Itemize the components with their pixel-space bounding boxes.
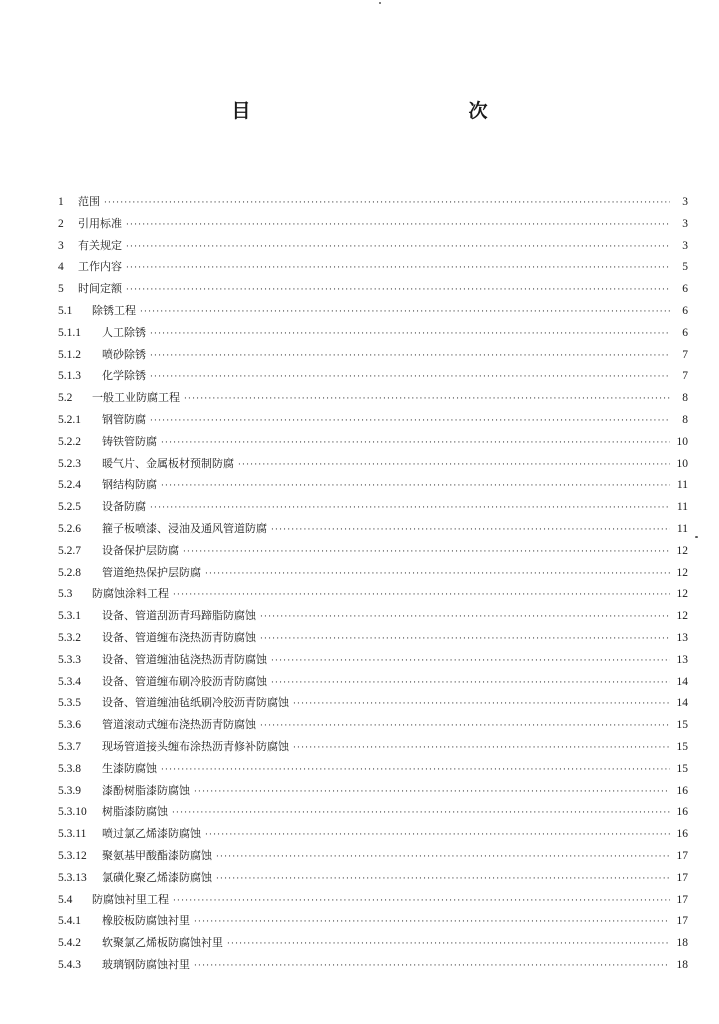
toc-leader-dots [260, 607, 670, 629]
toc-entry-number: 5.3.3 [58, 653, 81, 666]
toc-entry-number: 5.4 [58, 893, 73, 906]
toc-entry-number: 5.1.1 [58, 326, 81, 339]
toc-entry [58, 409, 688, 431]
toc-entry-number: 5.3.8 [58, 762, 81, 775]
toc-entry-title: 喷砂除锈 [102, 347, 146, 361]
toc-entry-title: 防腐蚀衬里工程 [92, 892, 169, 906]
toc-leader-dots [194, 956, 670, 978]
toc-entry-page: 14 [676, 675, 688, 688]
toc-entry [58, 823, 688, 845]
toc-entry-number: 5.1 [58, 304, 73, 317]
toc-entry-page: 7 [682, 348, 688, 361]
toc-entry-title: 现场管道接头缠布涂热沥青修补防腐蚀 [102, 739, 289, 753]
toc-leader-dots [140, 302, 670, 324]
toc-leader-dots [205, 825, 670, 847]
toc-entry-title: 范围 [78, 195, 100, 208]
toc-entry-page: 13 [676, 653, 688, 666]
toc-leader-dots [161, 476, 670, 498]
toc-entry-title: 管道滚动式缠布浇热沥青防腐蚀 [102, 718, 256, 732]
toc-entry-title: 钢结构防腐 [102, 478, 157, 492]
toc-entry-number: 5.3 [58, 588, 73, 601]
toc-entry-title: 设备、管道刮沥青玛蹄脂防腐蚀 [102, 609, 256, 623]
toc-entry-title: 玻璃钢防腐蚀衬里 [102, 957, 190, 971]
toc-leader-dots [205, 564, 670, 586]
toc-entry [58, 932, 688, 954]
toc-leader-dots [126, 215, 670, 237]
toc-entry-title: 化学除锈 [102, 369, 146, 383]
scan-speck [695, 536, 698, 538]
toc-entry-number: 3 [58, 239, 64, 252]
toc-entry [58, 758, 688, 780]
toc-leader-dots [271, 520, 670, 542]
toc-entry-page: 16 [676, 806, 688, 819]
toc-entry-page: 6 [682, 283, 688, 296]
toc-entry-number: 5.4.1 [58, 915, 81, 928]
toc-entry-title: 暖气片、金属板材预制防腐 [102, 456, 234, 470]
toc-entry-page: 15 [676, 719, 688, 732]
toc-entry-number: 5.3.5 [58, 697, 81, 710]
toc-entry-page: 8 [682, 413, 688, 426]
toc-leader-dots [172, 803, 670, 825]
toc-entry-page: 3 [682, 239, 688, 252]
toc-entry-page: 18 [676, 937, 688, 950]
toc-leader-dots [194, 782, 670, 804]
toc-entry-title: 除锈工程 [92, 303, 136, 317]
toc-leader-dots [260, 716, 670, 738]
toc-entry [58, 780, 688, 802]
toc-entry [58, 954, 688, 976]
toc-entry-title: 工作内容 [78, 260, 122, 274]
toc-entry [58, 496, 688, 518]
toc-entry-page: 7 [682, 370, 688, 383]
toc-entry-title: 人工除锈 [102, 325, 146, 339]
toc-entry-title: 设备防腐 [102, 500, 146, 514]
toc-entry [58, 300, 688, 322]
toc-entry-page: 10 [676, 457, 688, 470]
toc-entry-number: 5.2.4 [58, 479, 81, 492]
toc-entry-page: 8 [682, 392, 688, 405]
toc-entry-title: 生漆防腐蚀 [102, 761, 157, 775]
toc-entry [58, 365, 688, 387]
toc-entry-page: 14 [676, 697, 688, 710]
toc-entry-page: 12 [676, 588, 688, 601]
toc-entry [58, 562, 688, 584]
toc-entry [58, 583, 688, 605]
toc-entry-title: 树脂漆防腐蚀 [102, 805, 168, 819]
toc-entry-number: 5.3.7 [58, 740, 81, 753]
toc-entry-number: 5.1.3 [58, 370, 81, 383]
toc-entry-page: 12 [676, 566, 688, 579]
toc-entry-page: 11 [676, 479, 688, 492]
toc-entry-page: 11 [676, 522, 688, 535]
toc-entry-page: 6 [682, 326, 688, 339]
toc-entry-number: 4 [58, 261, 64, 274]
toc-entry-number: 5.2.1 [58, 413, 81, 426]
toc-entry-page: 3 [682, 196, 688, 208]
toc-leader-dots [216, 847, 670, 869]
toc-leader-dots [173, 585, 670, 607]
toc-entry [58, 235, 688, 257]
toc-entry-title: 管道绝热保护层防腐 [102, 565, 201, 579]
toc-entry-page: 17 [676, 849, 688, 862]
toc-entry [58, 845, 688, 867]
toc-entry-number: 5.2.8 [58, 566, 81, 579]
toc-entry-title: 设备、管道缠布刷冷胶沥青防腐蚀 [102, 674, 267, 688]
toc-entry-page: 13 [676, 631, 688, 644]
toc-leader-dots [126, 258, 670, 280]
toc-entry-number: 5.3.1 [58, 610, 81, 623]
toc-entry-title: 聚氨基甲酸酯漆防腐蚀 [102, 848, 212, 862]
toc-leader-dots [271, 673, 670, 695]
toc-entry-title: 软聚氯乙烯板防腐蚀衬里 [102, 936, 223, 950]
toc-entry-number: 5.3.9 [58, 784, 81, 797]
toc-leader-dots [104, 193, 670, 215]
toc-entry-page: 6 [682, 304, 688, 317]
toc-entry-title: 设备、管道缠油毡纸刷冷胶沥青防腐蚀 [102, 696, 289, 710]
toc-leader-dots [216, 869, 670, 891]
toc-entry-title: 橡胶板防腐蚀衬里 [102, 914, 190, 928]
toc-entry-title: 漆酚树脂漆防腐蚀 [102, 783, 190, 797]
toc-entry [58, 540, 688, 562]
toc-entry [58, 191, 688, 213]
toc-entry-page: 17 [676, 871, 688, 884]
toc-entry-title: 设备保护层防腐 [102, 543, 179, 557]
toc-entry [58, 344, 688, 366]
toc-entry-number: 1 [58, 196, 64, 208]
toc-entry [58, 256, 688, 278]
toc-leader-dots [184, 389, 670, 411]
table-of-contents [58, 191, 688, 976]
scan-speck [379, 2, 381, 4]
toc-entry-title: 氯磺化聚乙烯漆防腐蚀 [102, 870, 212, 884]
toc-entry-number: 5.4.2 [58, 937, 81, 950]
toc-entry-number: 5.2.3 [58, 457, 81, 470]
toc-entry [58, 431, 688, 453]
toc-entry-page: 10 [676, 435, 688, 448]
toc-entry-number: 5.3.2 [58, 631, 81, 644]
toc-entry-title: 箍子板喷漆、浸油及通风管道防腐 [102, 521, 267, 535]
toc-leader-dots [227, 934, 670, 956]
toc-entry [58, 453, 688, 475]
toc-entry [58, 627, 688, 649]
toc-entry-title: 防腐蚀涂料工程 [92, 587, 169, 601]
toc-leader-dots [161, 433, 670, 455]
toc-leader-dots [173, 891, 670, 913]
toc-leader-dots [150, 324, 670, 346]
toc-entry [58, 474, 688, 496]
toc-entry [58, 889, 688, 911]
toc-entry-title: 铸铁管防腐 [102, 434, 157, 448]
toc-entry-title: 有关规定 [78, 238, 122, 252]
toc-entry-page: 5 [682, 261, 688, 274]
toc-leader-dots [161, 760, 670, 782]
toc-entry-page: 12 [676, 610, 688, 623]
toc-leader-dots [260, 629, 670, 651]
toc-entry [58, 714, 688, 736]
toc-leader-dots [293, 738, 670, 760]
toc-entry-page: 17 [676, 893, 688, 906]
toc-entry [58, 322, 688, 344]
page-title: 目 次 [231, 100, 548, 122]
toc-leader-dots [271, 651, 670, 673]
toc-entry-page: 17 [676, 915, 688, 928]
toc-entry-number: 5.3.10 [58, 806, 87, 819]
toc-entry-title: 时间定额 [78, 282, 122, 296]
toc-entry-number: 5.2.7 [58, 544, 81, 557]
toc-leader-dots [126, 237, 670, 259]
toc-leader-dots [126, 280, 670, 302]
toc-entry [58, 867, 688, 889]
toc-entry-page: 12 [676, 544, 688, 557]
toc-entry [58, 518, 688, 540]
toc-entry [58, 605, 688, 627]
toc-entry-page: 16 [676, 828, 688, 841]
toc-entry [58, 801, 688, 823]
toc-entry-number: 5.3.11 [58, 828, 87, 841]
toc-entry-page: 15 [676, 762, 688, 775]
toc-entry-number: 5 [58, 283, 64, 296]
toc-entry-number: 5.4.3 [58, 958, 81, 971]
toc-entry-number: 5.3.6 [58, 719, 81, 732]
toc-entry-title: 设备、管道缠油毡浇热沥青防腐蚀 [102, 652, 267, 666]
toc-entry-number: 5.2.6 [58, 522, 81, 535]
toc-entry [58, 736, 688, 758]
toc-entry-page: 15 [676, 740, 688, 753]
toc-entry [58, 671, 688, 693]
toc-leader-dots [150, 411, 670, 433]
toc-entry [58, 692, 688, 714]
toc-leader-dots [150, 367, 670, 389]
toc-leader-dots [293, 694, 670, 716]
toc-leader-dots [194, 912, 670, 934]
toc-entry [58, 649, 688, 671]
toc-entry [58, 213, 688, 235]
toc-leader-dots [238, 455, 670, 477]
toc-entry-page: 11 [676, 501, 688, 514]
toc-entry-title: 钢管防腐 [102, 412, 146, 426]
toc-entry-number: 5.2 [58, 392, 73, 405]
toc-entry [58, 910, 688, 932]
toc-entry-number: 5.3.12 [58, 849, 87, 862]
toc-entry-number: 5.1.2 [58, 348, 81, 361]
toc-entry-number: 5.2.2 [58, 435, 81, 448]
toc-entry-title: 喷过氯乙烯漆防腐蚀 [102, 827, 201, 841]
toc-leader-dots [183, 542, 670, 564]
toc-entry [58, 387, 688, 409]
toc-entry-page: 16 [676, 784, 688, 797]
toc-entry-number: 5.3.13 [58, 871, 87, 884]
toc-entry-title: 设备、管道缠布浇热沥青防腐蚀 [102, 630, 256, 644]
toc-leader-dots [150, 346, 670, 368]
toc-entry-number: 5.2.5 [58, 501, 81, 514]
toc-leader-dots [150, 498, 670, 520]
toc-entry-title: 引用标准 [78, 216, 122, 230]
toc-entry-page: 3 [682, 217, 688, 230]
toc-entry-page: 18 [676, 958, 688, 971]
toc-entry [58, 278, 688, 300]
toc-entry-title: 一般工业防腐工程 [92, 391, 180, 405]
toc-entry-number: 2 [58, 217, 64, 230]
toc-entry-number: 5.3.4 [58, 675, 81, 688]
